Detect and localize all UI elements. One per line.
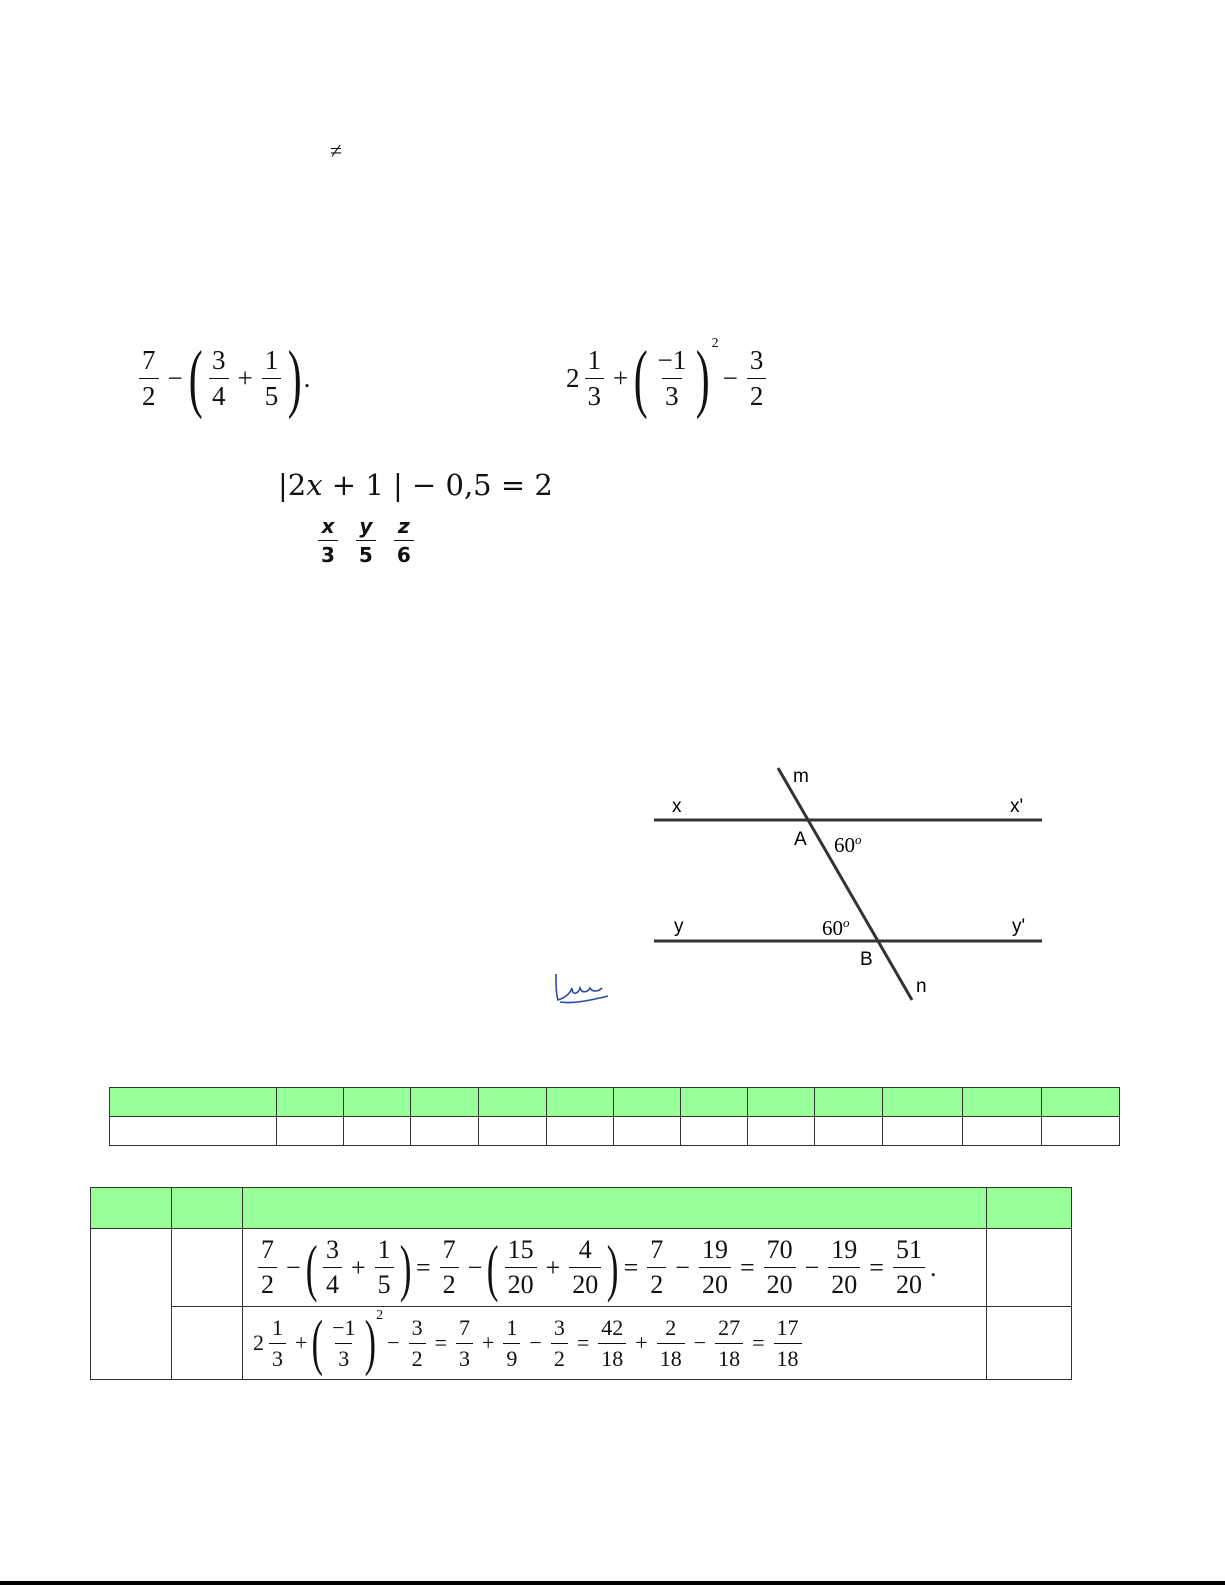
label-A: A [794,829,807,850]
solution-header-row [91,1188,1072,1229]
fraction: $\frac{7}{2}$ [139,347,159,410]
absolute-value-equation: |2 x + 1 | − 0,5 = 2 [278,468,553,502]
angle-B-label: 60$^o$ [822,915,850,940]
ratio-fractions: $\frac{x}{3}$ $\frac{y}{5}$ $\frac{z}{6}$ [312,516,426,565]
parallel-lines-diagram [650,762,1050,1007]
solution-line-2: 2 $\frac{1}{3}$ + ( $\frac{-1}{3}$ ) 2 − $\frac{3}{2}$ = $\frac{7}{3}$ + $\frac{1}{9}$ − $\frac{3}{2}$ = $\frac{42}{18}$ + $\frac{2}{18}$ − $\frac{27}{18}$ = $\frac{17}{18}$ [243,1312,986,1374]
label-x: x [672,796,682,817]
solution-row-1 [91,1229,1072,1307]
answer-key-row [110,1117,1120,1146]
label-n: n [916,976,927,997]
label-x-prime: x' [1010,796,1024,817]
angle-A-label: 60$^o$ [834,832,862,857]
label-y: y [674,916,684,937]
expression-2: 2 $\frac{1}{3}$ + ( $\frac{-1}{3}$ ) 2 − $\frac{3}{2}$ [566,340,771,416]
label-m: m [793,766,809,787]
label-y-prime: y' [1012,916,1026,937]
label-B: B [860,949,873,970]
transversal-mn [778,768,912,1000]
not-equal-symbol: ≠ [330,138,343,163]
expression-1: $\frac{7}{2}$ − ( $\frac{3}{4}$ + $\frac{1}{5}$ ) . [134,340,310,416]
handwritten-signature [548,970,614,1010]
solution-line-1: $\frac{7}{2}$ − ( $\frac{3}{4}$ + $\frac{1}{5}$ ) = $\frac{7}{2}$ − ( $\frac{15}{20}$ + $\frac{4}{20}$ ) = $\frac{7}{2}$ − $\frac{19}{20}$ = $\frac{70}{20}$ − $\frac{19}{20}$ = $\frac{51}{20}$ . [243,1236,986,1300]
answer-key-table [109,1087,1120,1146]
answer-key-header-row [110,1088,1120,1117]
page-bottom-rule [0,1581,1225,1585]
solution-table [90,1187,1072,1380]
solution-row-2 [91,1307,1072,1380]
